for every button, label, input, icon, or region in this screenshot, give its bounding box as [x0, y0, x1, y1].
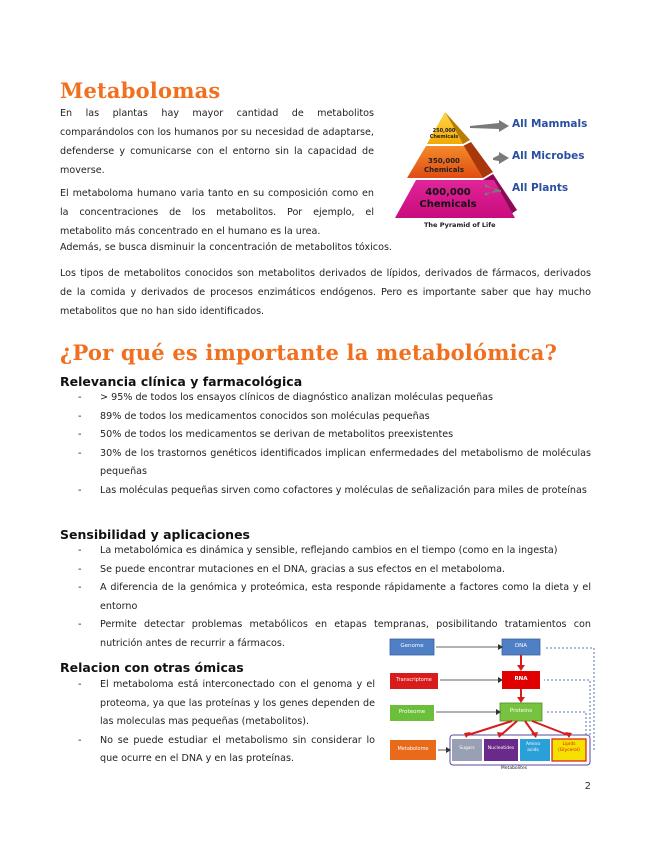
paragraph-metaboloma-humano: El metaboloma humano varia tanto en su composición como en la concentraciones de los metabolitos. Por ejemplo, el metabolito más concentrado en el humano es la urea. — [60, 188, 374, 237]
arrow-microbes — [493, 152, 509, 164]
diagram-label-nucleotides: Nucleotides — [487, 746, 515, 751]
list-item: - Permite detectar problemas metabólicos en etapas tempranas, posibilitando tratamientos con nutrición antes de recurrir a fármacos. — [78, 619, 591, 649]
pyramid-caption: The Pyramid of Life — [424, 221, 496, 229]
page-number: 2 — [584, 781, 591, 792]
label-all-plants: All Plants — [512, 182, 569, 194]
heading-importancia: ¿Por qué es importante la metabolómica? — [60, 340, 558, 365]
list-item: - La metabolómica es dinámica y sensible, reflejando cambios en el tiempo (como en la ingesta) — [78, 545, 558, 556]
pyramid-label-mid: 350,000 Chemicals — [423, 157, 464, 174]
diagram-label-transcriptome: Transcriptome — [396, 677, 432, 683]
list-item: - No se puede estudiar el metabolismo sin considerar lo que ocurre en el DNA y en las proteínas. — [78, 734, 375, 764]
diagram-label-metabolites: Metabolites — [500, 766, 528, 771]
pyramid-label-top: 250,000 Chemicals — [429, 128, 459, 140]
list-relacion — [60, 676, 375, 769]
list-relevancia — [60, 389, 591, 500]
paragraph-plantas: En las plantas hay mayor cantidad de metabolitos comparándolos con los humanos por su necesidad de adaptarse, defenderse y comunicarse con el entorno sin la capacidad de moverse. — [60, 108, 374, 176]
diagram-label-rna: RNA — [514, 676, 528, 682]
feedback-dashed-line — [544, 680, 590, 735]
list-item: - A diferencia de la genómica y proteómica, esta responde rápidamente a factores como la dieta y el entorno — [78, 582, 591, 612]
diagram-label-amino-acids: Amino acids — [525, 742, 541, 753]
subheading-relevancia: Relevancia clínica y farmacológica — [60, 374, 303, 389]
paragraph-toxicos: Además, se busca disminuir la concentración de metabolitos tóxicos. — [60, 242, 392, 253]
label-all-mammals: All Mammals — [512, 118, 588, 130]
list-item: - 89% de todos los medicamentos conocidos son moléculas pequeñas — [78, 410, 430, 422]
heading-metabolomas: Metabolomas — [60, 78, 221, 103]
list-item: - El metaboloma está interconectado con el genoma y el proteoma, ya que las proteínas y los genes dependen de las moleculas mas pequeñas (metabolitos). — [78, 679, 375, 727]
arrowhead — [517, 665, 525, 671]
diagram-label-sugars: Sugars — [459, 746, 475, 751]
arrow-proteins-sugars — [468, 721, 512, 735]
list-item: - > 95% de todos los ensayos clínicos de diagnóstico analizan moléculas pequeñas — [78, 392, 494, 403]
diagram-label-dna: DNA — [514, 643, 528, 649]
list-item: - 50% de todos los medicamentos se derivan de metabolitos preexistentes — [78, 429, 454, 440]
diagram-label-genome: Genome — [400, 643, 424, 649]
list-item: - Las moléculas pequeñas sirven como cofactores y moléculas de señalización para miles de proteínas — [78, 484, 587, 496]
feedback-dashed-line — [546, 712, 586, 735]
arrowhead — [517, 697, 525, 703]
list-item: - Se puede encontrar mutaciones en el DNA, gracias a sus efectos en el metaboloma. — [78, 563, 506, 575]
diagram-label-proteins: Proteins — [509, 708, 533, 714]
paragraph-tipos-metabolitos: Los tipos de metabolitos conocidos son metabolitos derivados de lípidos, derivados de fármacos, derivados de la comida y derivados de procesos enzimáticos endógenos. Pero es importante saber que hay mucho metabolitos que no han sido identificados. — [60, 268, 591, 317]
subheading-sensibilidad: Sensibilidad y aplicaciones — [60, 527, 250, 542]
pyramid-label-base: 400,000 Chemicals — [419, 187, 477, 210]
diagram-label-proteome: Proteome — [398, 709, 426, 715]
diagram-label-lipids: Lipids (Glycerol) — [558, 742, 580, 753]
subheading-relacion: Relacion con otras ómicas — [60, 660, 244, 675]
label-all-microbes: All Microbes — [512, 150, 585, 162]
list-item: - 30% de los trastornos genéticos identificados implican enfermedades del metabolismo de moléculas pequeñas — [78, 447, 591, 477]
diagram-label-metabolome: Metabolome — [397, 746, 429, 752]
arrow-mammals — [470, 120, 509, 132]
